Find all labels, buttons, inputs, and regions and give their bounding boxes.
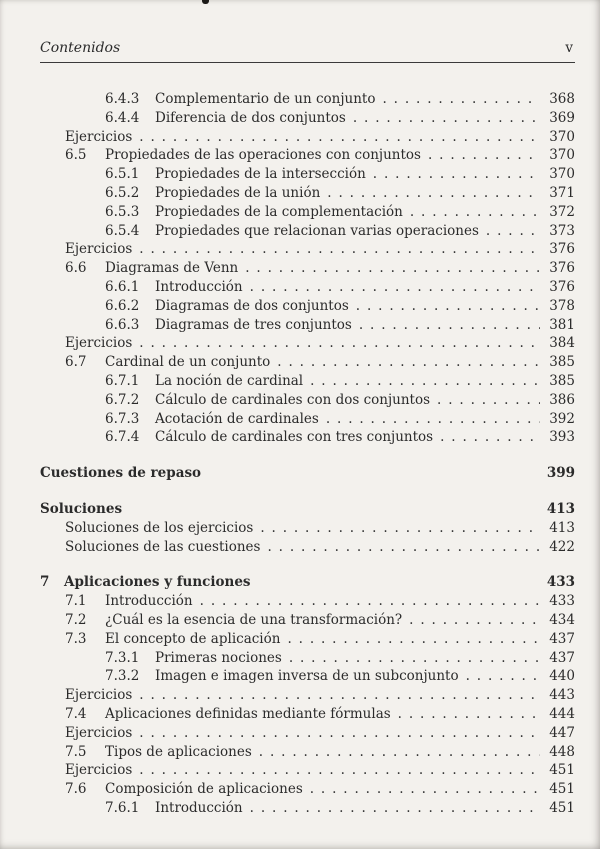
dot-leader (250, 799, 540, 818)
entry-title: Introducción (105, 593, 193, 610)
dot-leader (373, 165, 540, 184)
entry-title: Soluciones de los ejercicios (65, 519, 254, 536)
toc-entry (40, 184, 575, 203)
entry-page: 399 (546, 465, 575, 482)
dot-leader (326, 410, 540, 429)
entry-number: 6.7.3 (105, 410, 140, 427)
entry-number: 7.2 (65, 611, 87, 628)
entry-number: 7.3.2 (105, 668, 140, 685)
dot-leader (139, 128, 540, 147)
entry-page: 451 (549, 781, 575, 798)
toc-entry (40, 611, 575, 630)
dot-leader (259, 743, 540, 762)
toc-entry (40, 222, 575, 241)
entry-title: Propiedades que relacionan varias operaciones (155, 222, 479, 239)
toc-entry (40, 372, 575, 391)
toc-entry (40, 165, 575, 184)
entry-page: 443 (549, 687, 575, 704)
toc-entry (40, 146, 575, 165)
toc-entry (40, 519, 575, 538)
entry-number: 6.5.1 (105, 166, 140, 183)
scan-artifact (202, 0, 209, 4)
entry-page: 385 (549, 372, 575, 389)
toc-entries (40, 90, 575, 818)
dot-leader (139, 686, 540, 705)
entry-number: 7 (40, 574, 50, 591)
entry-title: Diagramas de tres conjuntos (155, 316, 352, 333)
entry-title: Diagramas de Venn (105, 260, 239, 277)
entry-title: Soluciones de las cuestiones (65, 538, 261, 555)
dot-leader (353, 109, 540, 128)
entry-page: 381 (549, 316, 575, 333)
dot-leader (410, 203, 540, 222)
entry-title: Ejercicios (65, 687, 133, 704)
toc-entry (40, 592, 575, 611)
dot-leader (437, 391, 540, 410)
entry-page: 370 (549, 128, 575, 145)
toc-entry (40, 686, 575, 705)
dot-leader (139, 761, 540, 780)
entry-number: 6.4.4 (105, 109, 140, 126)
entry-page: 372 (549, 203, 575, 220)
entry-title: Ejercicios (65, 724, 133, 741)
entry-title: Propiedades de la unión (155, 184, 321, 201)
entry-title: Diagramas de dos conjuntos (155, 297, 349, 314)
entry-title: El concepto de aplicación (105, 630, 281, 647)
entry-page: 376 (549, 260, 575, 277)
entry-title: Cuestiones de repaso (40, 465, 202, 482)
entry-title: Ejercicios (65, 762, 133, 779)
entry-page: 384 (549, 335, 575, 352)
entry-number: 6.5.4 (105, 222, 140, 239)
entry-page: 376 (549, 278, 575, 295)
entry-number: 7.6.1 (105, 799, 140, 816)
entry-number: 6.7.4 (105, 429, 140, 446)
entry-number: 6.6 (65, 260, 87, 277)
entry-page: 433 (549, 593, 575, 610)
entry-number: 6.6.2 (105, 297, 140, 314)
entry-page: 451 (549, 762, 575, 779)
entry-number: 6.6.1 (105, 278, 140, 295)
entry-number: 6.5.2 (105, 184, 140, 201)
toc-entry (40, 428, 575, 447)
entry-page: 447 (549, 724, 575, 741)
entry-title: Aplicaciones definidas mediante fórmulas (105, 705, 391, 722)
entry-title: Tipos de aplicaciones (105, 743, 252, 760)
entry-title: Complementario de un conjunto (155, 91, 376, 107)
entry-number: 6.6.3 (105, 316, 140, 333)
entry-page: 422 (549, 538, 575, 555)
entry-page: 440 (549, 668, 575, 685)
toc-entry (40, 391, 575, 410)
toc-entry (40, 500, 575, 519)
toc-entry (40, 259, 575, 278)
entry-title: Soluciones (40, 500, 123, 517)
dot-leader (267, 538, 540, 557)
entry-page: 437 (549, 649, 575, 666)
toc-entry (40, 297, 575, 316)
page-header (40, 40, 575, 56)
dot-leader (486, 222, 540, 241)
entry-page: 434 (549, 611, 575, 628)
entry-number: 6.5 (65, 147, 87, 164)
dot-leader (289, 649, 540, 668)
entry-title: La noción de cardinal (155, 372, 304, 389)
dot-leader (139, 240, 540, 259)
entry-title: Aplicaciones y funciones (64, 574, 251, 591)
entry-title: Propiedades de la complementación (155, 203, 403, 220)
entry-number: 6.4.3 (105, 91, 140, 107)
toc-entry (40, 278, 575, 297)
entry-title: Composición de aplicaciones (105, 781, 303, 798)
entry-number: 6.7.2 (105, 391, 140, 408)
dot-leader (200, 592, 540, 611)
entry-title: Cardinal de un conjunto (105, 354, 271, 371)
entry-number: 7.6 (65, 781, 87, 798)
toc-entry (40, 203, 575, 222)
toc-entry (40, 743, 575, 762)
toc-entry (40, 799, 575, 818)
entry-page: 444 (549, 705, 575, 722)
entry-title: Propiedades de la intersección (155, 166, 366, 183)
entry-title: Diferencia de dos conjuntos (155, 109, 346, 126)
dot-leader (409, 611, 540, 630)
entry-page: 368 (549, 91, 575, 107)
entry-title: Imagen e imagen inversa de un subconjunto (155, 668, 459, 685)
entry-page: 413 (546, 500, 575, 517)
toc-entry (40, 464, 575, 483)
toc-entry (40, 410, 575, 429)
toc-entry (40, 316, 575, 335)
dot-leader (139, 334, 540, 353)
toc-entry (40, 240, 575, 259)
entry-page: 385 (549, 354, 575, 371)
entry-page: 386 (549, 391, 575, 408)
entry-title: Introducción (155, 278, 243, 295)
running-head: Contenidos (40, 40, 121, 56)
toc-entry (40, 630, 575, 649)
dot-leader (466, 667, 540, 686)
entry-number: 6.7.1 (105, 372, 140, 389)
folio-page-number: v (565, 40, 573, 56)
dot-leader (277, 353, 540, 372)
toc-entry (40, 705, 575, 724)
dot-leader (287, 630, 540, 649)
dot-leader (260, 519, 540, 538)
entry-page: 371 (549, 184, 575, 201)
toc-entry (40, 109, 575, 128)
entry-title: Introducción (155, 799, 243, 816)
toc-entry (40, 649, 575, 668)
entry-page: 376 (549, 241, 575, 258)
dot-leader (310, 780, 540, 799)
entry-title: Cálculo de cardinales con dos conjuntos (155, 391, 431, 408)
entry-number: 7.4 (65, 705, 87, 722)
toc-entry (40, 780, 575, 799)
entry-page: 373 (549, 222, 575, 239)
entry-page: 413 (549, 519, 575, 536)
dot-leader (398, 705, 540, 724)
entry-page: 437 (549, 630, 575, 647)
dot-leader (428, 146, 540, 165)
dot-leader (356, 297, 540, 316)
dot-leader (440, 428, 540, 447)
toc-entry (40, 128, 575, 147)
toc-entry (40, 90, 575, 109)
entry-page: 448 (549, 743, 575, 760)
header-rule (40, 62, 575, 63)
entry-page: 392 (549, 410, 575, 427)
toc-entry (40, 538, 575, 557)
entry-number: 6.5.3 (105, 203, 140, 220)
toc-entry (40, 761, 575, 780)
dot-leader (250, 278, 540, 297)
entry-title: Primeras nociones (155, 649, 282, 666)
entry-number: 7.1 (65, 593, 87, 610)
entry-page: 370 (549, 166, 575, 183)
entry-page: 369 (549, 109, 575, 126)
entry-page: 370 (549, 147, 575, 164)
toc-entry (40, 334, 575, 353)
entry-title: Acotación de cardinales (155, 410, 319, 427)
entry-page: 378 (549, 297, 575, 314)
dot-leader (310, 372, 540, 391)
entry-page: 451 (549, 799, 575, 816)
entry-title: Cálculo de cardinales con tres conjuntos (155, 429, 434, 446)
entry-number: 7.3 (65, 630, 87, 647)
dot-leader (245, 259, 540, 278)
entry-title: Propiedades de las operaciones con conjuntos (105, 147, 421, 164)
dot-leader (139, 724, 540, 743)
toc-entry (40, 573, 575, 592)
entry-title: Ejercicios (65, 241, 133, 258)
entry-number: 7.5 (65, 743, 87, 760)
entry-title: ¿Cuál es la esencia de una transformación? (105, 611, 403, 628)
entry-title: Ejercicios (65, 128, 133, 145)
entry-page: 393 (549, 429, 575, 446)
dot-leader (382, 90, 540, 109)
dot-leader (359, 316, 540, 335)
entry-page: 433 (546, 574, 575, 591)
toc-entry (40, 667, 575, 686)
dot-leader (327, 184, 540, 203)
entry-title: Ejercicios (65, 335, 133, 352)
toc-entry (40, 353, 575, 372)
entry-number: 7.3.1 (105, 649, 140, 666)
entry-number: 6.7 (65, 354, 87, 371)
toc-entry (40, 724, 575, 743)
